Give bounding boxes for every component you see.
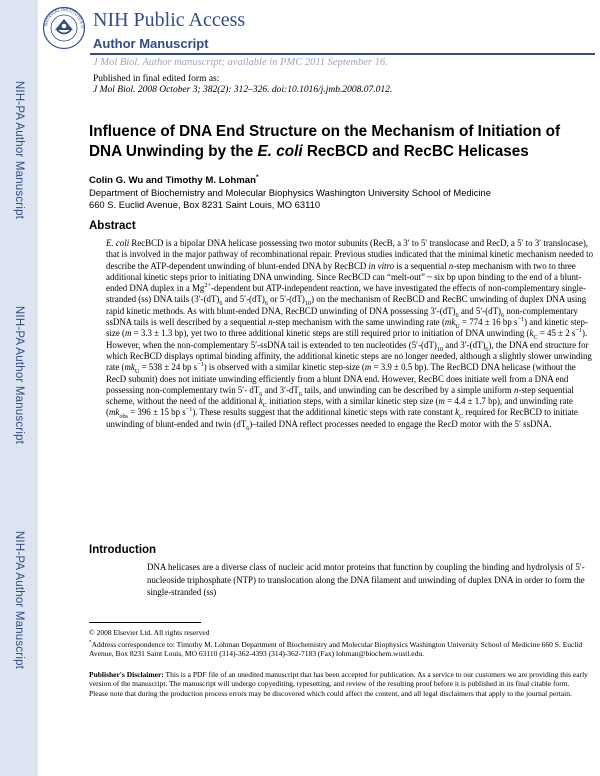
author-manuscript-label: Author Manuscript [93,36,209,51]
journal-availability-note: J Mol Biol. Author manuscript; available in PMC 2011 September 16. [93,57,388,68]
sidebar-label: NIH-PA Author Manuscript [13,530,25,670]
article-title: Influence of DNA End Structure on the Mechanism of Initiation of DNA Unwinding by the E. coli RecBCD and RecBC Helicases [89,123,561,160]
introduction-body: DNA helicases are a diverse class of nucleic acid motor proteins that function by coupling the binding and hydrolysis of 5′-nucleoside triphosphate (NTP) to translocation along the DNA filament and unwinding of duplex DNA in order to form the single-stranded (ss) [147,562,585,597]
nih-seal-icon [42,6,86,50]
affiliation: Department of Biochemistry and Molecular Biophysics Washington University School of Medicine 660 S. Euclid Avenue, Box 8231 Saint Louis, MO 63110 [89,187,491,210]
correspondence-footnote: *Address correspondence to: Timothy M. Lohman Department of Biochemistry and Molecular Biophysics Washington University School of Medicine 660 S. Euclid Avenue, Box 8231 Saint Louis, MO 63110 (314)-362-4393 (314)-362-7183 (Fax) lohman@biochem.wustl.edu. [89,639,583,659]
sidebar-label: NIH-PA Author Manuscript [13,305,25,445]
nih-public-access-title: NIH Public Access [93,9,246,31]
publisher-disclaimer: Publisher's Disclaimer: This is a PDF file of an unedited manuscript that has been accepted for publication. As a service to our customers we are providing this early version of the manuscript. The manuscript will undergo copyediting, typesetting, and review of the resulting proof before it is published in its final citable form. Please note that during the production process errors may be discovered which could affect the content, and all legal disclaimers that apply to the journal pertain. [89,670,588,698]
abstract-body: E. coli RecBCD is a bipolar DNA helicase possessing two motor subunits (RecB, a 3′ to 5′ translocase and RecD, a 5′ to 3′ translocase), that is involved in the major pathway of recombinational repair. Previous studies indicated that the minimal kinetic mechanism needed to describe the ATP-dependent unwinding of blunt-ended DNA by RecBCD in vitro is a sequential n-step mechanism with two to three additional kinetic steps prior to initiating DNA unwinding. Since RecBCD can “melt-out” ~ six bp upon binding to the end of a blunt-ended DNA duplex in a $Mg^{2+}$-dependent but ATP-independent reaction, we have investigated the effects of non-complementary single-stranded (ss) DNA tails ($3'-(dT)_6$ and $5'-(dT)_6$ or $5'-(dT)_{10}$) on the mechanism of RecBCD and RecBC unwinding of duplex DNA using rapid kinetic methods. As with blunt-ended DNA, RecBCD unwinding of DNA possessing $3'-(dT)_6$ and $5'-(dT)_6$ non-complementary ssDNA tails is well described by a sequential n-step mechanism with the same unwinding rate ($mk_U = 774 \pm 16$ bp $s^{-1}$) and kinetic step-size (m = 3.3 ± 1.3 bp), yet two to three additional kinetic steps are still required prior to initiation of DNA unwinding ($k_C = 45 \pm 2$ $s^{-1}$). However, when the non-complementary 5′-ssDNA tail is extended to ten nucleotides ($5'-(dT)_{10}$ and $3'-(dT)_6$), the DNA end structure for which RecBCD displays optimal binding affinity, the additional kinetic steps are no longer needed, although a slightly slower unwinding rate ($mk_U = 538 \pm 24$ bp $s^{-1}$) is observed with a similar kinetic step-size (m = 3.9 ± 0.5 bp). The RecBCD DNA helicase (without the RecD subunit) does not initiate unwinding efficiently from a blunt DNA end. However, RecBC does initiate well from a DNA end possessing non-complementary twin 5′- $dT_6$ and $3'-dT_6$ tails, and unwinding can be described by a simple uniform n-step sequential scheme, without the need of the additional $k_C$ initiation steps, with a similar kinetic step size (m = 4.4 ± 1.7 bp), and unwinding rate ($mk_{obs} = 396 \pm 15$ bp $s^{-1}$). These results suggest that the additional kinetic steps with rate constant $k_C$ required for RecBCD to initiate unwinding of blunt-ended and twin $(dT_6)$–tailed DNA reflect processes needed to engage the RecD motor with the 5′ ssDNA. [106,238,594,432]
seal-text: NATIONAL INSTITUTES O [43,6,86,29]
footnote-divider [89,622,201,623]
abstract-heading: Abstract [89,220,136,232]
header-divider [90,53,595,55]
introduction-heading: Introduction [89,544,157,556]
published-label: Published in final edited form as: [93,74,220,84]
authors: Colin G. Wu and Timothy M. Lohman* [89,173,259,186]
copyright-notice: © 2008 Elsevier Ltd. All rights reserved [89,628,210,637]
citation: J Mol Biol. 2008 October 3; 382(2): 312–326. doi:10.1016/j.jmb.2008.07.012. [93,85,393,95]
sidebar-label: NIH-PA Author Manuscript [13,80,25,220]
sidebar [0,0,38,776]
